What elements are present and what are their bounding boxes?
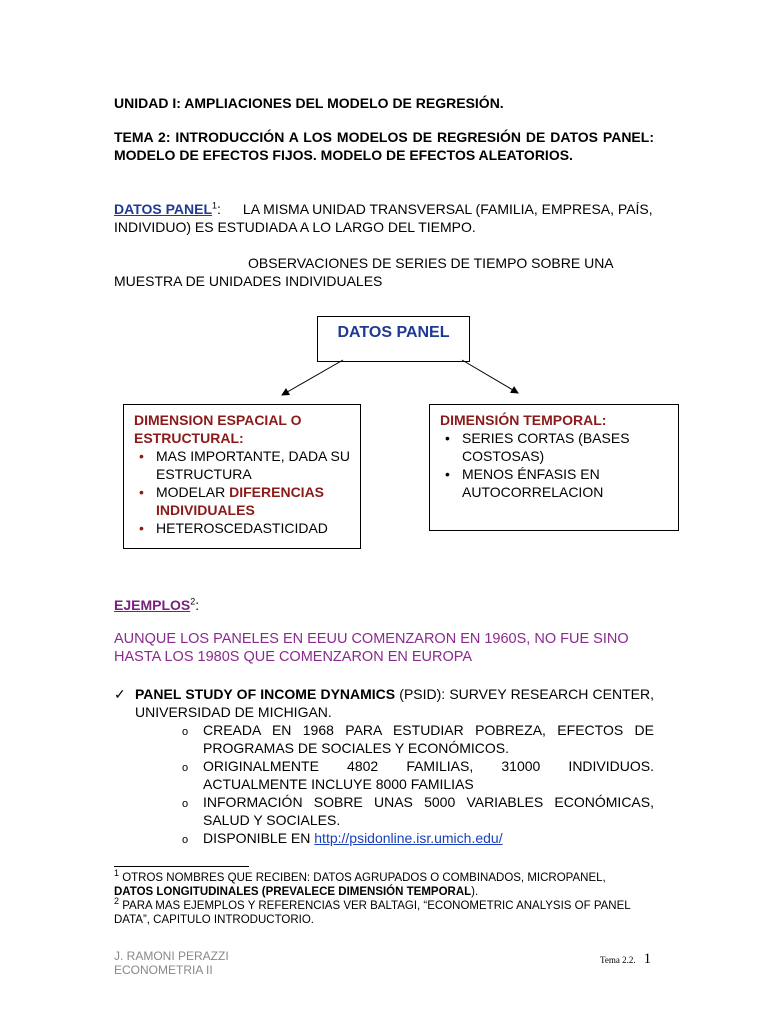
spatial-dimension-box xyxy=(123,404,361,549)
psid-item: ✓ PANEL STUDY OF INCOME DYNAMICS (PSID): SURVEY RESEARCH CENTER, UNIVERSIDAD DE MICHIGAN. xyxy=(114,686,654,720)
list-item: o ORIGINALMENTE 4802 FAMILIAS, 31000 INDIVIDUOS. ACTUALMENTE INCLUYE 8000 FAMILIAS xyxy=(182,758,654,792)
footnote-ref-1: 1 xyxy=(212,200,218,211)
arrow-left xyxy=(282,360,343,395)
list-item: • SERIES CORTAS (BASES COSTOSAS) xyxy=(445,430,630,464)
topic-title: TEMA 2: INTRODUCCIÓN A LOS MODELOS DE REGRESIÓN DE DATOS PANEL: MODELO DE EFECTOS FIJOS. MODELO DE EFECTOS ALEATORIOS. xyxy=(114,129,654,163)
footnote-ref-2: 2 xyxy=(190,596,196,607)
footer-tema: Tema 2.2. xyxy=(600,955,636,965)
list-item: o INFORMACIÓN SOBRE UNAS 5000 VARIABLES ECONÓMICAS, SALUD Y SOCIALES. xyxy=(182,794,654,828)
list-item: o CREADA EN 1968 PARA ESTUDIAR POBREZA, EFECTOS DE PROGRAMAS DE SOCIALES Y ECONÓMICOS. xyxy=(182,722,654,756)
spatial-heading: DIMENSION ESPACIAL O ESTRUCTURAL: xyxy=(134,412,302,446)
footer-course: ECONOMETRIA II xyxy=(114,963,213,977)
diagram-center-label: DATOS PANEL xyxy=(337,324,450,341)
datos-panel-label: DATOS PANEL xyxy=(114,201,213,217)
footer-author: J. RAMONI PERAZZI xyxy=(114,949,229,963)
psid-link[interactable]: http://psidonline.isr.umich.edu/ xyxy=(314,830,503,846)
temporal-heading: DIMENSIÓN TEMPORAL: xyxy=(440,412,607,428)
footnote-2: $^2$ PARA MAS EJEMPLOS Y REFERENCIAS VER BALTAGI, “ECONOMETRIC ANALYSIS OF PANEL DATA”, CAPITULO INTRODUCTORIO. xyxy=(114,896,631,926)
temporal-dimension-box xyxy=(429,404,679,531)
footer-right xyxy=(600,950,651,968)
datos-panel-colon: : xyxy=(217,201,221,217)
examples-heading: EJEMPLOS$^2$: xyxy=(114,596,200,613)
page-number: 1 xyxy=(643,951,652,967)
diagram-arrows xyxy=(270,355,530,400)
list-item: • HETEROSCEDASTICIDAD xyxy=(139,520,328,536)
datos-panel-definition xyxy=(114,200,654,236)
list-item: o DISPONIBLE EN http://psidonline.isr.umich.edu/ xyxy=(182,830,503,846)
list-item: • MAS IMPORTANTE, DADA SU ESTRUCTURA xyxy=(139,448,350,482)
list-item: • MENOS ÉNFASIS EN AUTOCORRELACION xyxy=(445,466,604,500)
unit-title: UNIDAD I: AMPLIACIONES DEL MODELO DE REGRESIÓN. xyxy=(114,95,504,111)
list-item: • MODELAR DIFERENCIAS INDIVIDUALES xyxy=(139,484,325,518)
arrow-right xyxy=(462,360,518,393)
temporal-list xyxy=(440,429,668,501)
spatial-list xyxy=(134,447,350,537)
definition-text-2: OBSERVACIONES DE SERIES DE TIEMPO SOBRE UNA MUESTRA DE UNIDADES INDIVIDUALES xyxy=(114,255,613,289)
footnote-separator xyxy=(114,866,249,867)
checkmark-icon: ✓ xyxy=(114,686,126,702)
definition-text-1: LA MISMA UNIDAD TRANSVERSAL (FAMILIA, EMPRESA, PAÍS, INDIVIDUO) ES ESTUDIADA A LO LARGO DEL TIEMPO. xyxy=(114,201,653,235)
footnote-1: $^1$ OTROS NOMBRES QUE RECIBEN: DATOS AGRUPADOS O COMBINADOS, MICROPANEL, DATOS LONGITUDINALES (PREVALECE DIMENSIÓN TEMPORAL). xyxy=(114,868,606,898)
psid-subitems xyxy=(182,721,654,847)
footer-left xyxy=(114,949,229,977)
examples-intro: AUNQUE LOS PANELES EN EEUU COMENZARON EN 1960S, NO FUE SINO HASTA LOS 1980S QUE COMENZARON EN EUROPA xyxy=(114,631,629,665)
